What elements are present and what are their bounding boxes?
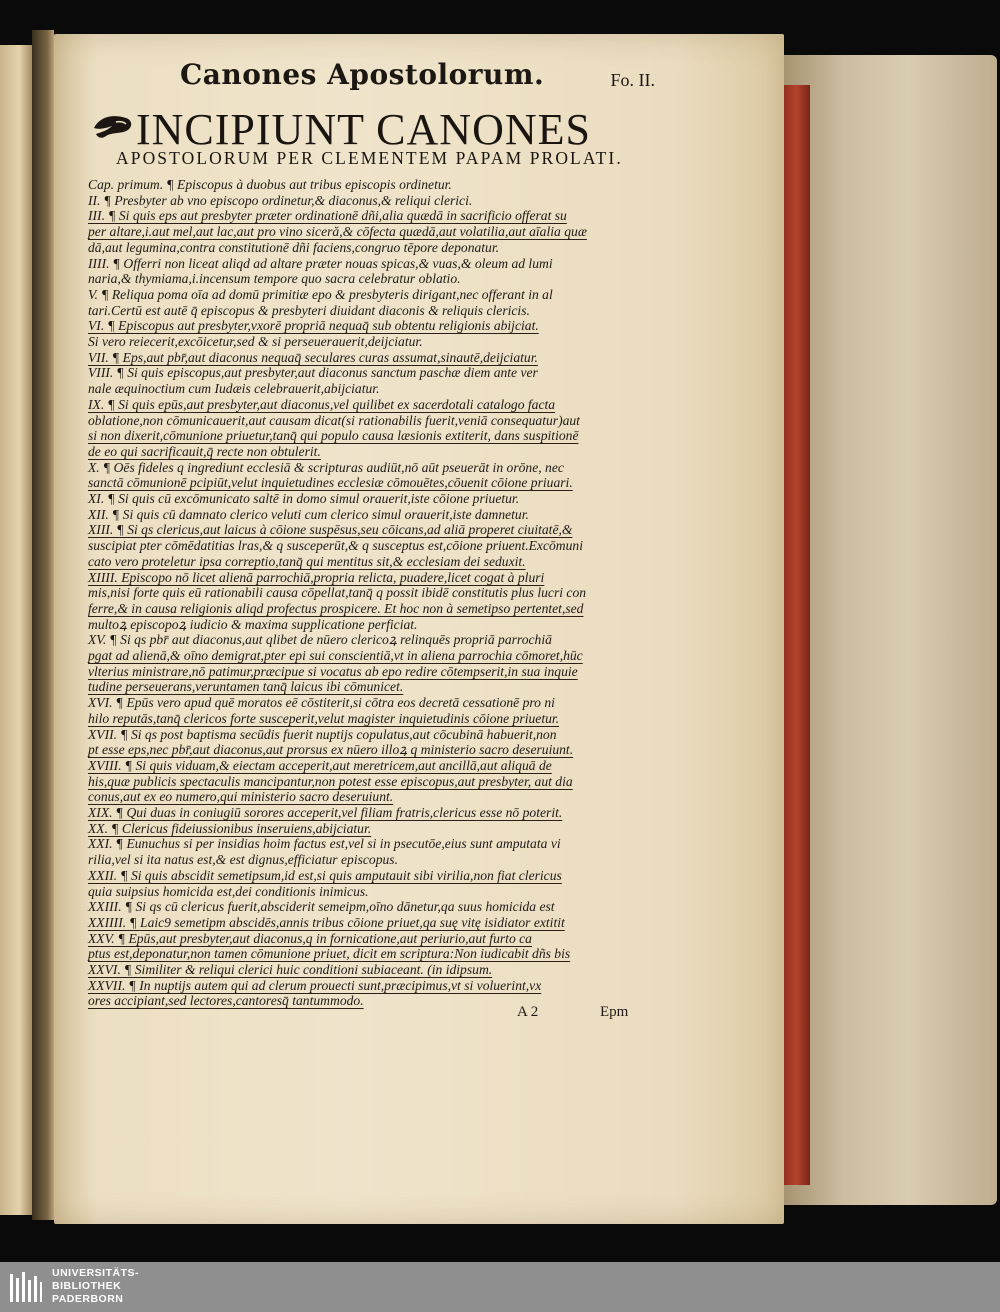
library-name-line: PADERBORN bbox=[52, 1293, 124, 1305]
text-line: XXIII. ¶ Si qs cū clericus fuerit,absciderit semeipm,oīno dānetur,qa suus homicida est bbox=[88, 899, 555, 915]
text-line: XII. ¶ Si quis cū damnato clerico veluti cum clerico simul orauerit,iste damnetur. bbox=[88, 506, 529, 522]
text-line: Cap. primum. ¶ Episcopus à duobus aut tribus episcopis ordinetur. bbox=[88, 177, 452, 192]
text-line: XIII. ¶ Si qs clericus,aut laicus à cōione suspēsus,seu cōicans,ad aliā properet ciuitatē,& bbox=[88, 522, 573, 538]
text-line: XXIIII. ¶ Laic9 semetipm abscidēs,annis tribus cōione priuet,qa suę vitę isidiator extitit bbox=[88, 914, 565, 930]
text-line: quia suipsius homicida est,dei conditionis inimicus. bbox=[88, 883, 369, 899]
text-line: mis,nisi forte quis eū rationabili causa cōpellat,tanq̄ q possit ibidē constitutis plus lucri con bbox=[88, 585, 587, 601]
text-line: XX. ¶ Clericus fideiussionibus inseruiens,abijciatur. bbox=[88, 820, 372, 836]
university-library-logo-icon bbox=[8, 1270, 44, 1306]
text-line: multoꝝ episcopoꝝ iudicio & maxima supplicatione perficiat. bbox=[88, 616, 418, 632]
text-line: oblatione,non cōmunicauerit,aut causam dicat(si rationabilis fuerit,veniā consequatur)aut bbox=[88, 412, 580, 428]
running-title: Canones Apostolorum. bbox=[180, 58, 545, 91]
text-line: III. ¶ Si quis eps aut presbyter præter ordinationē dñi,alia quædā in sacrificio offerat su bbox=[88, 208, 567, 224]
text-line: per altare,i.aut mel,aut lac,aut pro vino siceră,& cōfecta quædā,aut volatilia,aut aīalia quæ bbox=[88, 224, 587, 240]
text-line: si non dixerit,cōmunione priuetur,tanq̄ qui populo causa læsionis extiterit, dans suspitionē bbox=[88, 428, 579, 444]
canon-subtitle: APOSTOLORUM PER CLEMENTEM PAPAM PROLATI. bbox=[116, 148, 623, 168]
folio-number: Fo. II. bbox=[610, 70, 655, 90]
text-line: ores accipiant,sed lectores,cantoresq̄ tantummodo. bbox=[88, 993, 364, 1009]
text-line: V. ¶ Reliqua poma oīa ad domū primitiæ epo & presbyteris dirigant,nec offerant in al bbox=[88, 286, 553, 302]
text-line: de eo qui sacrificauit,q̄ recte non obtulerit. bbox=[88, 443, 321, 459]
text-line: conus,aut ex eo numero,qui ministerio sacro deseruiunt. bbox=[88, 789, 394, 805]
left-page-edge bbox=[0, 45, 35, 1215]
text-line: VII. ¶ Eps,aut pbr̄,aut diaconus nequaq̄ seculares curas assumat,sinautē,deijciatur. bbox=[88, 349, 538, 365]
text-line: XVIII. ¶ Si quis viduam,& eiectam acceperit,aut meretricem,aut ancillā,aut aliquā de bbox=[88, 757, 552, 773]
text-line: VI. ¶ Episcopus aut presbyter,vxorē propriā nequaq̄ sub obtentu religionis abijciat. bbox=[88, 318, 539, 334]
text-line: Si vero reiecerit,excōicetur,sed & si perseuerauerit,deijciatur. bbox=[88, 334, 423, 349]
text-line: pt esse eps,nec pbr̄,aut diaconus,aut prorsus ex nūero illoꝝ q ministerio sacro deseruiunt. bbox=[88, 742, 574, 758]
text-line: tari.Certū est autē q̄ episcopus & presbyteri diuidant diaconis & reliquis clericis. bbox=[88, 302, 530, 318]
text-line: dā,aut legumina,contra constitutionē dñi faciens,congruo tēpore deponatur. bbox=[88, 239, 500, 255]
page-header bbox=[110, 56, 655, 96]
signature-mark: A 2 bbox=[517, 1004, 539, 1020]
text-line: IX. ¶ Si quis epūs,aut presbyter,aut diaconus,vel quilibet ex sacerdotali catalogo facta bbox=[88, 396, 556, 412]
text-line: nale æquinoctium cum Iudæis celebrauerit,abijciatur. bbox=[88, 381, 380, 397]
catchword: Epm bbox=[600, 1004, 629, 1020]
text-line: sanctā cōmunionē pcipiūt,velut inquietudines ecclesiæ cōmouētes,cōuenit cōione priuari. bbox=[88, 475, 573, 491]
book-gutter bbox=[32, 30, 54, 1220]
text-line: vlterius ministrare,nō patimur,præcipue si vocatus ab epo redire cōtempserit,in sua inquie bbox=[88, 663, 578, 679]
text-line: XXI. ¶ Eunuchus si per insidias hoim factus est,vel si in psecutōe,eius sunt amputata vi bbox=[88, 836, 561, 852]
text-line: XV. ¶ Si qs pbr̄ aut diaconus,aut qlibet de nūero clericoꝝ relinquēs propriā parrochiā bbox=[88, 632, 552, 648]
library-footer-bar bbox=[0, 1262, 1000, 1312]
text-line: XXII. ¶ Si quis abscidit semetipsum,id est,si quis amputauit sibi virilia,non fiat clericus bbox=[88, 867, 562, 883]
text-line: rilia,vel si ita natus est,& est dignus,efficiatur episcopus. bbox=[88, 852, 398, 868]
text-line: hilo reputās,tanq̄ clericos forte susceperit,velut magister inquietudinis cōione priuetur. bbox=[88, 710, 560, 726]
text-line: ferre,& in causa religionis aliqd profectus prospicere. Et hoc non à semetipso pertentet,sed bbox=[88, 600, 584, 616]
text-line: cato vero proteletur ipsa correptio,tanq̄ qui mentitus sit,& ecclesiam dei seduxit. bbox=[88, 553, 526, 569]
text-line: II. ¶ Presbyter ab vno episcopo ordinetur,& diaconus,& reliqui clerici. bbox=[88, 192, 473, 208]
text-line: pgat ad alienā,& oīno demigrat,pter epi sui conscientiā,vt in aliena parrochia cōmoret,hūc bbox=[88, 648, 583, 663]
library-name-line: BIBLIOTHEK bbox=[52, 1280, 122, 1292]
canon-title: INCIPIUNT CANONES bbox=[136, 105, 591, 154]
library-name bbox=[52, 1267, 139, 1306]
text-line: ptus est,deponatur,non tamen cōmunione priuet, dicit em scriptura:Non iudicabit dñs bis bbox=[88, 946, 571, 962]
text-line: naria,& thymiama,i.incensum tempore quo sacra celebratur oblatio. bbox=[88, 271, 461, 287]
text-line: X. ¶ Oēs fideles q ingrediunt ecclesiā & scripturas audiūt,nō aūt pseuerāt in orōne, nec bbox=[88, 459, 564, 475]
library-name-line: UNIVERSITÄTS- bbox=[52, 1267, 140, 1279]
text-line: XXV. ¶ Epūs,aut presbyter,aut diaconus,q in fornicatione,aut periurio,aut furto ca bbox=[88, 930, 532, 946]
text-line: XXVII. ¶ In nuptijs autem qui ad clerum prouecti sunt,præcipimus,vt si voluerint,vx bbox=[88, 977, 542, 993]
text-line: tudine perseuerans,veruntamen tanq̄ laicus ibi cōmunicet. bbox=[88, 679, 404, 695]
text-line: his,quæ publicis spectaculis mancipantur,non potest esse episcopus,aut presbyter, aut dia bbox=[88, 773, 573, 789]
text-line: VIII. ¶ Si quis episcopus,aut presbyter,aut diaconus sanctum paschæ diem ante ver bbox=[88, 365, 538, 381]
text-line: IIII. ¶ Offerri non liceat aliqd ad altare præter nouas spicas,& vuas,& oleum ad lumi bbox=[88, 255, 553, 271]
text-line: XVII. ¶ Si qs post baptisma secūdis fuerit nuptijs copulatus,aut cōcubinā habuerit,non bbox=[88, 726, 557, 742]
red-page-edges bbox=[782, 85, 810, 1185]
hedera-leaf-icon bbox=[92, 112, 134, 142]
text-line: XIX. ¶ Qui duas in coniugiū sorores acceperit,vel filiam fratris,clericus esse nō poterit. bbox=[88, 805, 563, 820]
text-line: XXVI. ¶ Similiter & reliqui clerici huic conditioni subiaceant. (in idipsum. bbox=[88, 962, 493, 977]
text-line: suscipiat pter cōmēdatitias lras,& q susceperūt,& q susceptus est,cōione priuent.Excōmuni bbox=[88, 538, 583, 554]
text-line: XI. ¶ Si quis cū excōmunicato saltē in domo simul orauerit,iste cōione priuetur. bbox=[88, 491, 520, 506]
text-line: XVI. ¶ Epūs vero apud quē moratos eē cōstiterit,si cōtra eos decretā cessationē pro ni bbox=[88, 695, 555, 711]
title-row bbox=[92, 104, 652, 154]
text-line: XIIII. Episcopo nō licet alienā parrochiā,propria relicta, puadere,licet cogat à pluri bbox=[88, 569, 545, 585]
